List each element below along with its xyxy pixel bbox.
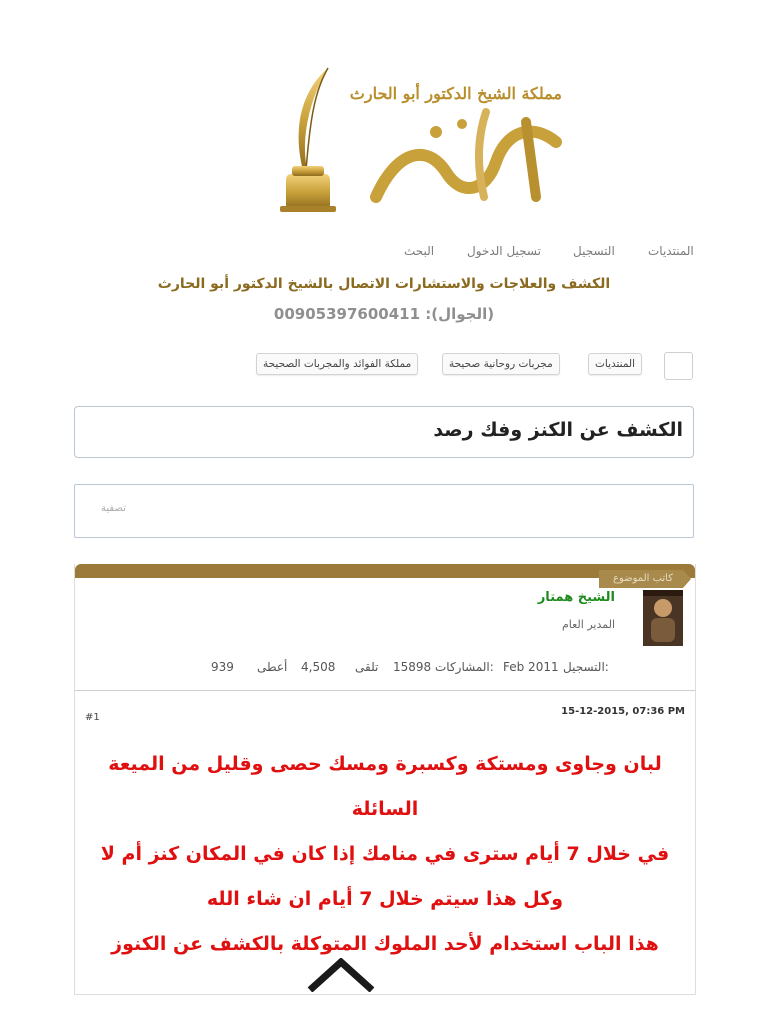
breadcrumb-kingdom[interactable]: مملكة الفوائد والمجربات الصحيحة (256, 353, 418, 375)
logo-calligraphy (366, 102, 566, 212)
logo-text: مملكة الشيخ الدكتور أبو الحارث (349, 84, 562, 103)
post-date: 15-12-2015, 07:36 PM (561, 706, 685, 717)
nav-login-link[interactable]: تسجيل الدخول (467, 244, 541, 258)
chevron-up-icon (306, 958, 376, 992)
stat-gave-value: 939 (211, 660, 234, 674)
author-name-link[interactable]: الشيخ همتار (537, 590, 615, 605)
breadcrumb-forums[interactable]: المنتديات (588, 353, 642, 375)
filter-box[interactable] (74, 484, 694, 538)
filter-label: تصفية (101, 503, 126, 514)
post-body-line: هذا الباب استخدام لأحد الملوك المتوكلة بالكشف عن الكنوز (111, 933, 659, 955)
post-number-link[interactable]: #1 (85, 712, 100, 723)
post (74, 564, 696, 995)
phone-label: (الجوال): (425, 305, 495, 323)
post-body-line: لبان وجاوى ومستكة وكسبرة ومسك حصى وقليل من الميعة (108, 753, 662, 775)
nav-register-link[interactable]: التسجيل (573, 244, 615, 258)
nav-search-link[interactable]: البحث (404, 244, 435, 258)
avatar-image (643, 590, 683, 646)
author-tag: كاتب الموضوع (599, 570, 683, 588)
phone-number: 00905397600411 (273, 305, 421, 323)
stat-posts-value: 15898 (393, 660, 432, 674)
nav-forums-link[interactable]: المنتديات (648, 244, 694, 258)
stat-received-value: 4,508 (301, 660, 336, 674)
post-body-line: السائلة (351, 798, 419, 820)
stat-joined-value: Feb 2011 (503, 660, 559, 674)
stat-received-label: تلقى (355, 660, 379, 674)
breadcrumb-spiritual[interactable]: مجربات روحانية صحيحة (442, 353, 560, 375)
thread-title: الكشف عن الكنز وفك رصد (433, 419, 683, 441)
site-logo[interactable] (270, 62, 580, 222)
scroll-top-button[interactable] (306, 958, 376, 992)
stat-posts-label: المشاركات: (435, 660, 494, 674)
author-role: المدير العام (561, 618, 615, 631)
post-body (81, 742, 689, 967)
thread-title-box (74, 406, 694, 458)
avatar[interactable] (643, 590, 683, 646)
stat-gave-label: أعطى (257, 660, 288, 674)
post-body-line: في خلال 7 أيام سترى في منامك إذا كان في المكان كنز أم لا (100, 843, 670, 865)
breadcrumb-home-button[interactable] (664, 352, 693, 380)
post-body-line: وكل هذا سيتم خلال 7 أيام ان شاء الله (206, 888, 564, 910)
post-divider (75, 690, 695, 691)
site-tagline: الكشف والعلاجات والاستشارات الاتصال بالشيخ الدكتور أبو الحارث (157, 276, 611, 292)
phone-line (0, 305, 768, 323)
stat-joined-label: التسجيل: (563, 660, 609, 674)
